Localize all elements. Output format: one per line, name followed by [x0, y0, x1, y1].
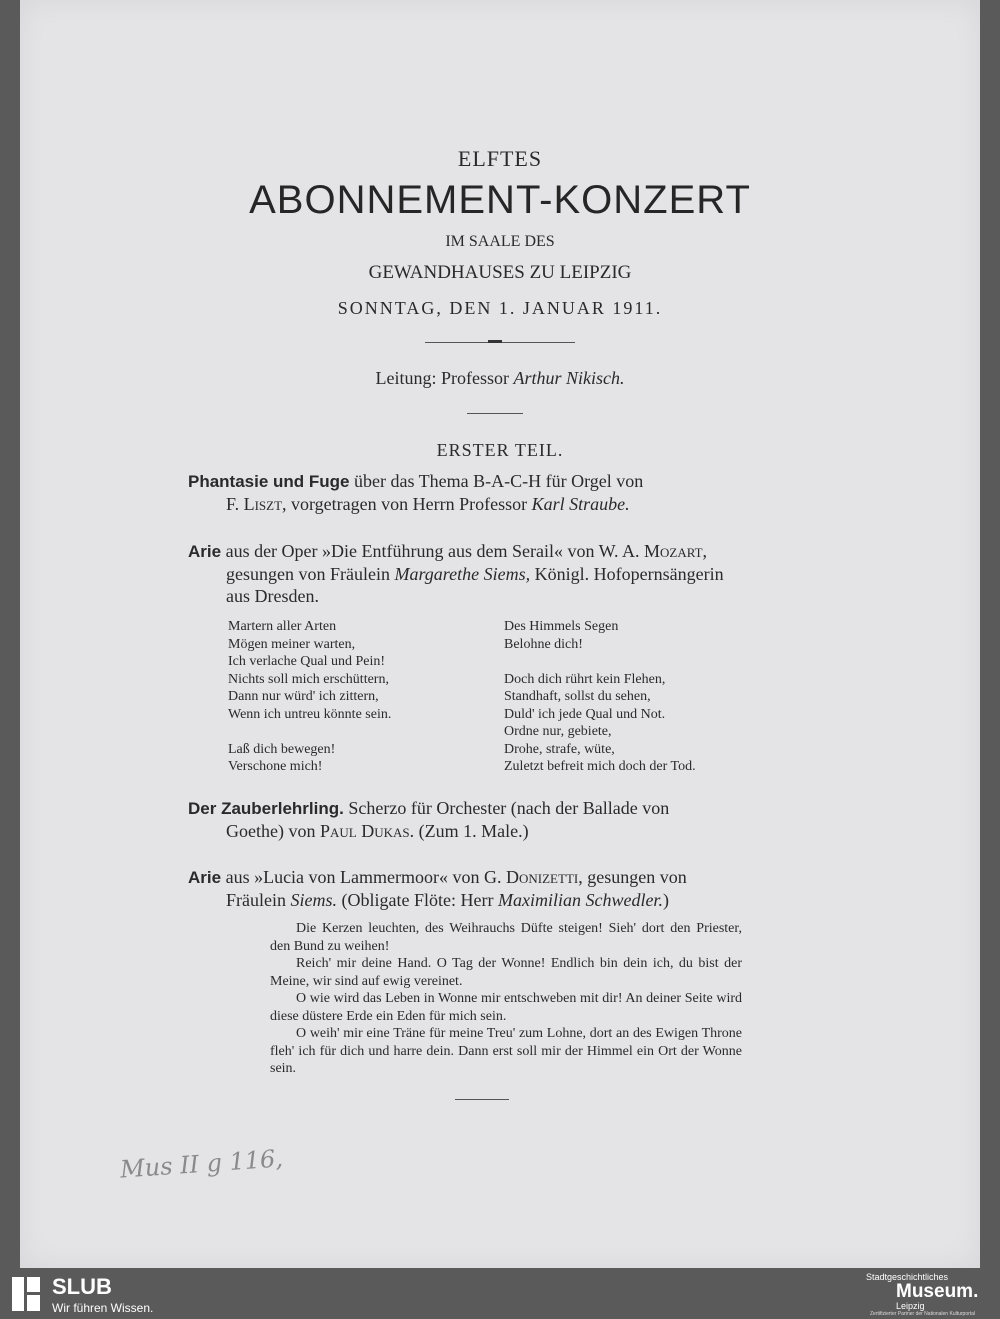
conductor-name: Arthur Nikisch. — [513, 368, 625, 388]
program-item-4 — [188, 866, 820, 911]
item-text: über das Thema B-A-C-H für Orgel von — [349, 471, 644, 491]
museum-city: Leipzig — [896, 1301, 925, 1311]
item-text: (Zum 1. Male.) — [414, 821, 529, 841]
venue-line-2: GEWANDHAUSES ZU LEIPZIG — [368, 262, 632, 283]
lyrics-paragraph: O wie wird das Leben in Wonne mir entschweben mit dir! An deiner Seite wird diese düstere Erde ein Eden für mich sein. — [270, 991, 742, 1024]
poem-line: Laß dich bewegen! — [228, 741, 336, 757]
conductor-line — [20, 368, 980, 389]
item-text: gesungen von Fräulein — [226, 564, 395, 584]
item-text: aus der Oper »Die Entführung aus dem Serail« von W. A. — [221, 541, 644, 561]
poem-line — [504, 653, 696, 671]
item-text: aus »Lucia von Lammermoor« von G. — [221, 867, 507, 887]
composer-name: Liszt — [243, 494, 283, 514]
item-text: ) — [662, 890, 669, 910]
poem-line: Standhaft, sollst du sehen, — [504, 689, 651, 704]
poem-line: Zuletzt befreit mich doch der Tod. — [504, 759, 696, 774]
poem-line: Dann nur würd' ich zittern, — [228, 689, 379, 704]
poem-line: Belohne dich! — [504, 636, 583, 652]
divider-bottom — [455, 1099, 509, 1100]
poem-line: Nichts soll mich erschüttern, — [228, 671, 389, 687]
item-title: Phantasie und Fuge — [188, 472, 350, 491]
composer-name: Donizetti, — [506, 867, 583, 887]
performer-name: Karl Straube. — [531, 494, 630, 514]
poem-left-column — [228, 618, 391, 776]
concert-date: SONNTAG, DEN 1. JANUAR 1911. — [337, 298, 663, 318]
composer-name: Mozart, — [644, 541, 708, 561]
slub-logo-icon — [12, 1277, 40, 1311]
item-text: aus Dresden. — [226, 586, 319, 606]
poem-right-column — [504, 618, 696, 776]
lucia-lyrics — [270, 920, 742, 1078]
museum-certification: Zertifizierter Partner der Nationalen Kulturportal — [870, 1311, 976, 1317]
item-title: Arie — [188, 542, 222, 561]
item-title: Der Zauberlehrling. — [188, 799, 344, 818]
performer-name: Siems. — [290, 890, 337, 910]
poem-line: Drohe, strafe, wüte, — [504, 741, 615, 757]
lyrics-paragraph: O weih' mir eine Träne für meine Treu' zum Lohne, dort an des Ewigen Throne fleh' ich für dich und harre dein. Dann erst soll mir der Himmel ein Ort der Wonne sein. — [270, 1026, 742, 1076]
performer-name: Maximilian Schwedler. — [497, 890, 663, 910]
concert-number: ELFTES — [457, 146, 543, 171]
museum-name: Museum. — [896, 1281, 979, 1302]
program-item-3 — [188, 797, 820, 842]
slub-name: SLUB — [52, 1274, 112, 1299]
item-text: Goethe) von — [226, 821, 320, 841]
slub-tagline: Wir führen Wissen. — [52, 1301, 154, 1315]
poem-line: Verschone mich! — [228, 759, 323, 774]
composer-name: Paul Dukas. — [319, 821, 415, 841]
part-title: ERSTER TEIL. — [436, 440, 564, 460]
lyrics-paragraph: Die Kerzen leuchten, des Weihrauchs Düfte steigen! Sieh' dort den Priester, den Bund zu weihen! — [270, 921, 742, 954]
item-text: , vorgetragen von Herrn Professor — [282, 494, 532, 514]
venue-line-1: IM SAALE DES — [445, 233, 555, 250]
item-text: F. — [226, 494, 244, 514]
poem-line: Duld' ich jede Qual und Not. — [504, 706, 666, 722]
item-text: Scherzo für Orchester (nach der Ballade von — [343, 798, 670, 818]
item-title: Arie — [188, 868, 222, 887]
lyrics-paragraph: Reich' mir deine Hand. O Tag der Wonne! Endlich bin dein ich, du bist der Meine, wir sind auf ewig vereinet. — [270, 956, 742, 989]
item-text: (Obligate Flöte: Herr — [337, 890, 498, 910]
program-item-2 — [188, 540, 820, 607]
poem-line: Ich verlache Qual und Pein! — [228, 654, 386, 669]
page-title: ABONNEMENT-KONZERT — [249, 178, 751, 222]
museum-subtitle: Stadtgeschichtliches — [866, 1272, 949, 1282]
document-page — [20, 0, 980, 1268]
poem-line: Des Himmels Segen — [504, 619, 619, 634]
poem-line: Wenn ich untreu könnte sein. — [228, 706, 392, 722]
item-text: Königl. Hofopernsängerin — [530, 564, 724, 584]
handwritten-shelfmark: Mus II g 116, — [119, 1144, 284, 1184]
program-item-1 — [188, 470, 820, 515]
poem-line: Doch dich rührt kein Flehen, — [504, 671, 666, 687]
item-text: Fräulein — [226, 890, 291, 910]
poem-line: Mögen meiner warten, — [228, 636, 356, 652]
performer-name: Margarethe Siems, — [394, 564, 531, 584]
poem-line: Martern aller Arten — [228, 619, 337, 634]
poem-line — [228, 723, 391, 741]
conductor-prefix: Leitung: Professor — [375, 368, 514, 388]
item-text: gesungen von — [582, 867, 687, 887]
divider-ornament — [488, 340, 502, 343]
divider-middle — [467, 413, 523, 414]
poem-line: Ordne nur, gebiete, — [504, 724, 612, 739]
